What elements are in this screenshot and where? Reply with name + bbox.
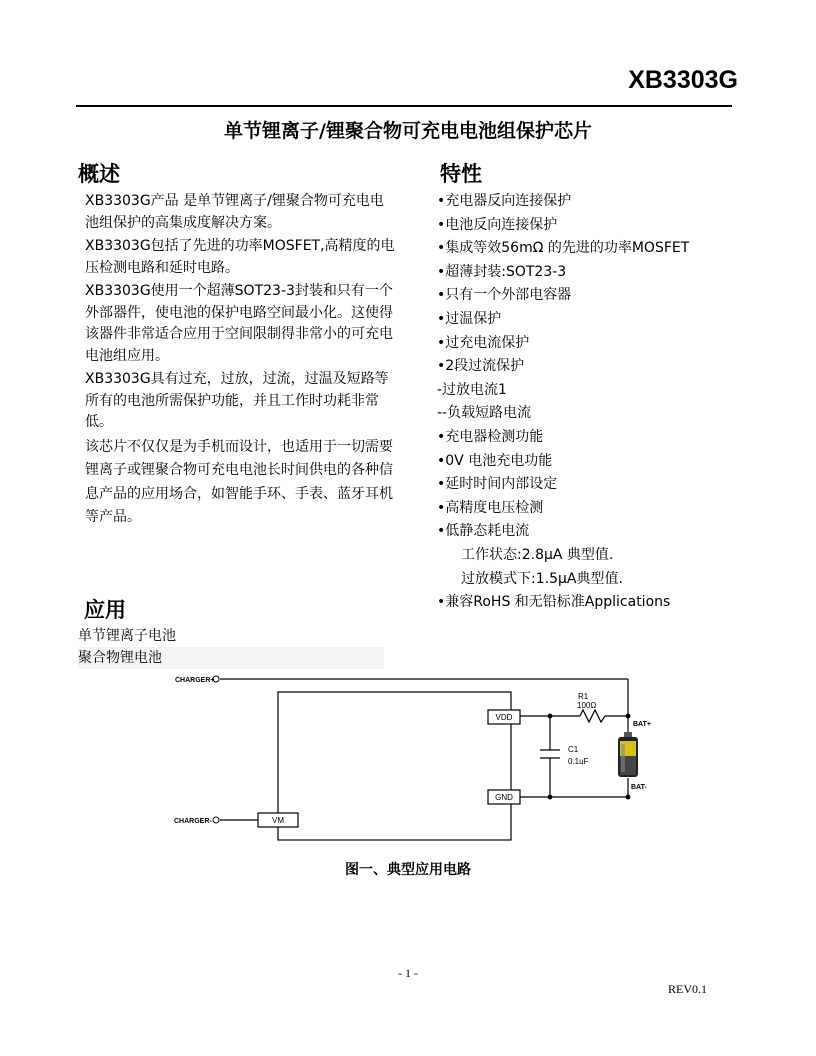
c1-name: C1 xyxy=(568,745,579,754)
charger-neg-label: CHARGER- xyxy=(174,818,212,825)
feature-subitem: 工作状态:2.8μA 典型值. xyxy=(461,546,614,563)
bat-neg-label: BAT- xyxy=(631,784,647,791)
overview-paragraph: XB3303G使用一个超薄SOT23-3封装和只有一个外部器件，使电池的保护电路空间最小化。这使得该器件非常适合应用于空间限制得非常小的可充电电池组应用。 xyxy=(85,283,393,364)
feature-item: •充电器检测功能 xyxy=(437,428,544,445)
feature-item: --负载短路电流 xyxy=(437,405,532,422)
junction-dot xyxy=(548,714,553,719)
junction-dot xyxy=(626,795,631,800)
overview-paragraph: XB3303G产品 是单节锂离子/锂聚合物可充电电池组保护的高集成度解决方案。 xyxy=(85,193,384,231)
overview-heading: 概述 xyxy=(78,162,120,186)
r1-name: R1 xyxy=(578,692,589,701)
feature-item: •充电器反向连接保护 xyxy=(437,193,572,209)
junction-dot xyxy=(548,795,553,800)
feature-subitem: 过放模式下:1.5μA典型值. xyxy=(461,570,623,587)
page-number: - 1 - xyxy=(398,966,418,980)
battery-icon xyxy=(618,732,638,777)
overview-paragraph: XB3303G具有过充，过放，过流，过温及短路等所有的电池所需保护功能，并且工作时功耗非常低。 xyxy=(85,371,389,430)
overview-paragraph: 该芯片不仅仅是为手机而设计，也适用于一切需要锂离子或锂聚合物可充电电池长时间供电的各种信息产品的应用场合，如智能手环、手表、蓝牙耳机等产品。 xyxy=(85,438,393,525)
gnd-label: GND xyxy=(495,793,513,802)
figure-caption: 图一、典型应用电路 xyxy=(345,862,471,878)
bat-pos-label: BAT+ xyxy=(633,721,651,728)
feature-item: •兼容RoHS 和无铅标准Applications xyxy=(437,594,671,611)
features-heading: 特性 xyxy=(440,162,482,186)
r1-value: 100Ω xyxy=(577,701,597,710)
feature-item: •高精度电压检测 xyxy=(437,499,544,516)
revision-label: REV0.1 xyxy=(668,982,707,996)
overview-paragraph: XB3303G包括了先进的功率MOSFET,高精度的电压检测电路和延时电路。 xyxy=(85,238,395,276)
vm-label: VM xyxy=(272,816,284,825)
application-item: 聚合物锂电池 xyxy=(78,647,384,669)
charger-neg-terminal xyxy=(213,817,219,823)
page-title: 单节锂离子/锂聚合物可充电电池组保护芯片 xyxy=(224,120,592,142)
feature-item: •0V 电池充电功能 xyxy=(437,452,553,469)
charger-pos-label: CHARGER+ xyxy=(175,677,215,684)
feature-item: •2段过流保护 xyxy=(437,358,525,375)
feature-item: •过充电流保护 xyxy=(437,334,530,351)
part-number: XB3303G xyxy=(628,66,738,94)
vdd-label: VDD xyxy=(495,713,513,722)
feature-item: •延时时间内部设定 xyxy=(437,476,558,493)
feature-item: •过温保护 xyxy=(437,310,502,327)
applications-heading: 应用 xyxy=(84,598,126,622)
feature-item: -过放电流1 xyxy=(437,381,507,398)
feature-item: •电池反向连接保护 xyxy=(437,216,558,233)
feature-item: •超薄封装:SOT23-3 xyxy=(437,263,567,280)
c1-value: 0.1uF xyxy=(568,757,589,766)
feature-item: •只有一个外部电容器 xyxy=(437,287,572,304)
junction-dot xyxy=(626,714,631,719)
feature-item: •集成等效56mΩ 的先进的功率MOSFET xyxy=(437,240,690,257)
application-item: 单节锂离子电池 xyxy=(78,628,176,644)
ic-outline xyxy=(278,692,511,840)
feature-item: •低静态耗电流 xyxy=(437,523,530,540)
